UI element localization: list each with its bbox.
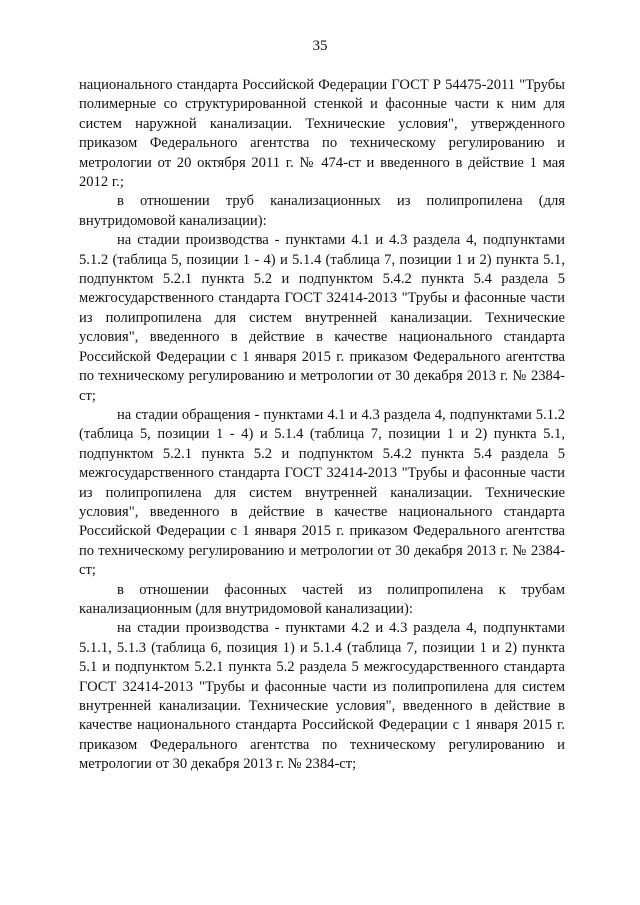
paragraph-pipes-production: на стадии производства - пунктами 4.1 и 4.3 раздела 4, подпунктами 5.1.2 (таблица 5, позиции 1 - 4) и 5.1.4 (таблица 7, позиции 1 и 2) пункта 5.1, подпунктом 5.2.1 пункта 5.2 и подпунктом 5.4.2 пункта 5.4 раздела 5 межгосударственного стандарта ГОСТ 32414-2013 "Трубы и фасонные части из полипропилена для систем внутренней канализации. Технические условия", введенного в действие в качестве национального стандарта Российской Федерации с 1 января 2015 г. приказом Федерального агентства по техническому регулированию и метрологии от 30 декабря 2013 г. № 2384-ст; [79,232,565,404]
paragraph-pipes-circulation: на стадии обращения - пунктами 4.1 и 4.3 раздела 4, подпунктами 5.1.2 (таблица 5, позиции 1 - 4) и 5.1.4 (таблица 7, позиции 1 и 2) пункта 5.1, подпунктом 5.2.1 пункта 5.2 и подпунктом 5.4.2 пункта 5.4 раздела 5 межгосударственного стандарта ГОСТ 32414-2013 "Трубы и фасонные части из полипропилена для систем внутренней канализации. Технические условия", введенного в действие в качестве национального стандарта Российской Федерации с 1 января 2015 г. приказом Федерального агентства по техническому регулированию и метрологии от 30 декабря 2013 г. № 2384-ст; [79,406,565,579]
paragraph-gost-54475: национального стандарта Российской Федерации ГОСТ Р 54475-2011 "Трубы полимерные со структурированной стенкой и фасонные части к ним для систем наружной канализации. Технические условия", утвержденного приказом Федерального агентства по техническому регулированию и метрологии от 20 октября 2011 г. № 474-ст и введенного в действие 1 мая 2012 г.; [79,77,565,191]
paragraph-pipes-polypropylene: в отношении труб канализационных из полипропилена (для внутридомовой канализации): [79,193,565,229]
paragraph-fittings-production: на стадии производства - пунктами 4.2 и 4.3 раздела 4, подпунктами 5.1.1, 5.1.3 (таблица 6, позиция 1) и 5.1.4 (таблица 7, позиции 1 и 2) пункта 5.1 и подпунктом 5.2.1 пункта 5.2 раздела 5 межгосударственного стандарта ГОСТ 32414-2013 "Трубы и фасонные части из полипропилена для систем внутренней канализации. Технические условия", введенного в действие в качестве национального стандарта Российской Федерации с 1 января 2015 г. приказом Федерального агентства по техническому регулированию и метрологии от 30 декабря 2013 г. № 2384-ст; [79,620,565,773]
paragraph-fittings-polypropylene: в отношении фасонных частей из полипропилена к трубам канализационным (для внутридомовой канализации): [79,581,565,617]
document-body [79,76,565,775]
page-number: 35 [312,38,328,54]
